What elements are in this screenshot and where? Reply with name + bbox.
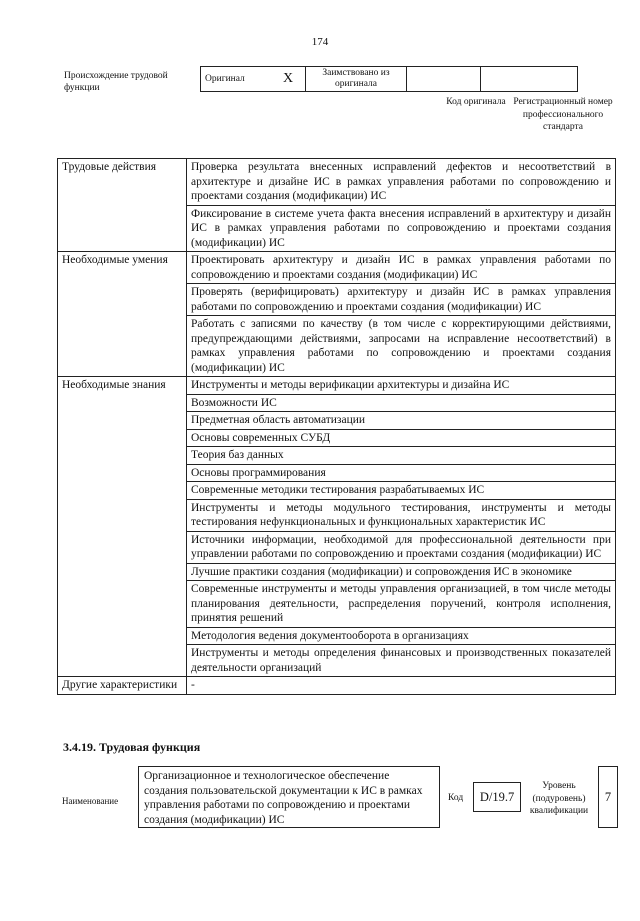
original-code-cell	[407, 67, 481, 92]
competency-table	[57, 158, 616, 695]
skill-item: Работать с записями по качеству (в том числе с корректирующими действиями, предупреждающими действиями, запросами на исправление несоответствий) в рамках управления работами по сопровождению и проектами создания (модификации) ИС	[187, 316, 616, 377]
skill-item: Проверять (верифицировать) архитектуру и дизайн ИС в рамках управления работами по сопровождению и проектами создания (модификации) ИС	[187, 284, 616, 316]
knowledge-item: Методология ведения документооборота в организациях	[187, 627, 616, 645]
function-name-label: Наименование	[62, 796, 119, 806]
labor-actions-label: Трудовые действия	[58, 159, 187, 252]
borrowed-label: Заимствовано из оригинала	[306, 67, 407, 92]
table-row	[58, 377, 616, 395]
knowledge-item: Инструменты и методы верификации архитектуры и дизайна ИС	[187, 377, 616, 395]
function-code-label: Код	[448, 793, 464, 803]
table-row	[58, 159, 616, 206]
knowledge-item: Основы современных СУБД	[187, 429, 616, 447]
section-title: 3.4.19. Трудовая функция	[63, 740, 201, 754]
other-characteristics-label: Другие характеристики	[58, 677, 187, 695]
registration-caption: Регистрационный номер профессионального стандарта	[513, 97, 613, 132]
function-name-value: Организационное и технологическое обеспечение создания пользовательской документации к ИС в рамках управления работами по сопровождению и проектами создания (модификации) ИС	[138, 766, 440, 828]
qualification-level-value: 7	[598, 766, 618, 828]
knowledge-item: Современные методики тестирования разрабатываемых ИС	[187, 482, 616, 500]
knowledge-item: Основы программирования	[187, 464, 616, 482]
knowledge-label: Необходимые знания	[58, 377, 187, 677]
knowledge-item: Предметная область автоматизации	[187, 412, 616, 430]
code-caption: Код оригинала	[446, 97, 506, 107]
labor-action-item: Проверка результата внесенных исправлений дефектов и несоответствий в архитектуре и дизайне ИС в рамках управления работами по сопровождению и проектами создания (модификации) ИС	[187, 159, 616, 206]
origin-label: Происхождение трудовой функции	[64, 71, 168, 93]
table-row	[58, 252, 616, 284]
registration-number-cell	[481, 67, 578, 92]
skills-label: Необходимые умения	[58, 252, 187, 377]
knowledge-item: Возможности ИС	[187, 394, 616, 412]
skill-item: Проектировать архитектуру и дизайн ИС в рамках управления работами по сопровождению и проектами создания (модификации) ИС	[187, 252, 616, 284]
page-number: 174	[311, 36, 329, 48]
knowledge-item: Инструменты и методы модульного тестирования, инструменты и методы тестирования нефункциональных и функциональных характеристик ИС	[187, 499, 616, 531]
knowledge-item: Источники информации, необходимой для профессиональной деятельности при управлении работами по сопровождению и проектами создания (модификации) ИС	[187, 531, 616, 563]
knowledge-item: Лучшие практики создания (модификации) и сопровождения ИС в экономике	[187, 563, 616, 581]
original-label: Оригинал	[201, 67, 272, 92]
knowledge-item: Инструменты и методы определения финансовых и производственных показателей деятельности организаций	[187, 645, 616, 677]
knowledge-item: Современные инструменты и методы управления организацией, в том числе методы планирования деятельности, распределения поручений, контроля исполнения, принятия решений	[187, 581, 616, 628]
table-row	[58, 677, 616, 695]
knowledge-item: Теория баз данных	[187, 447, 616, 465]
other-characteristics-value: -	[187, 677, 616, 695]
original-mark: X	[271, 67, 306, 92]
labor-action-item: Фиксирование в системе учета факта внесения исправлений в архитектуру и дизайн ИС в рамках управления работами по сопровождению и проектами создания (модификации) ИС	[187, 205, 616, 252]
function-code-value: D/19.7	[473, 782, 521, 812]
qualification-level-label: Уровень (подуровень) квалификации	[529, 781, 589, 816]
origin-table	[200, 66, 578, 92]
